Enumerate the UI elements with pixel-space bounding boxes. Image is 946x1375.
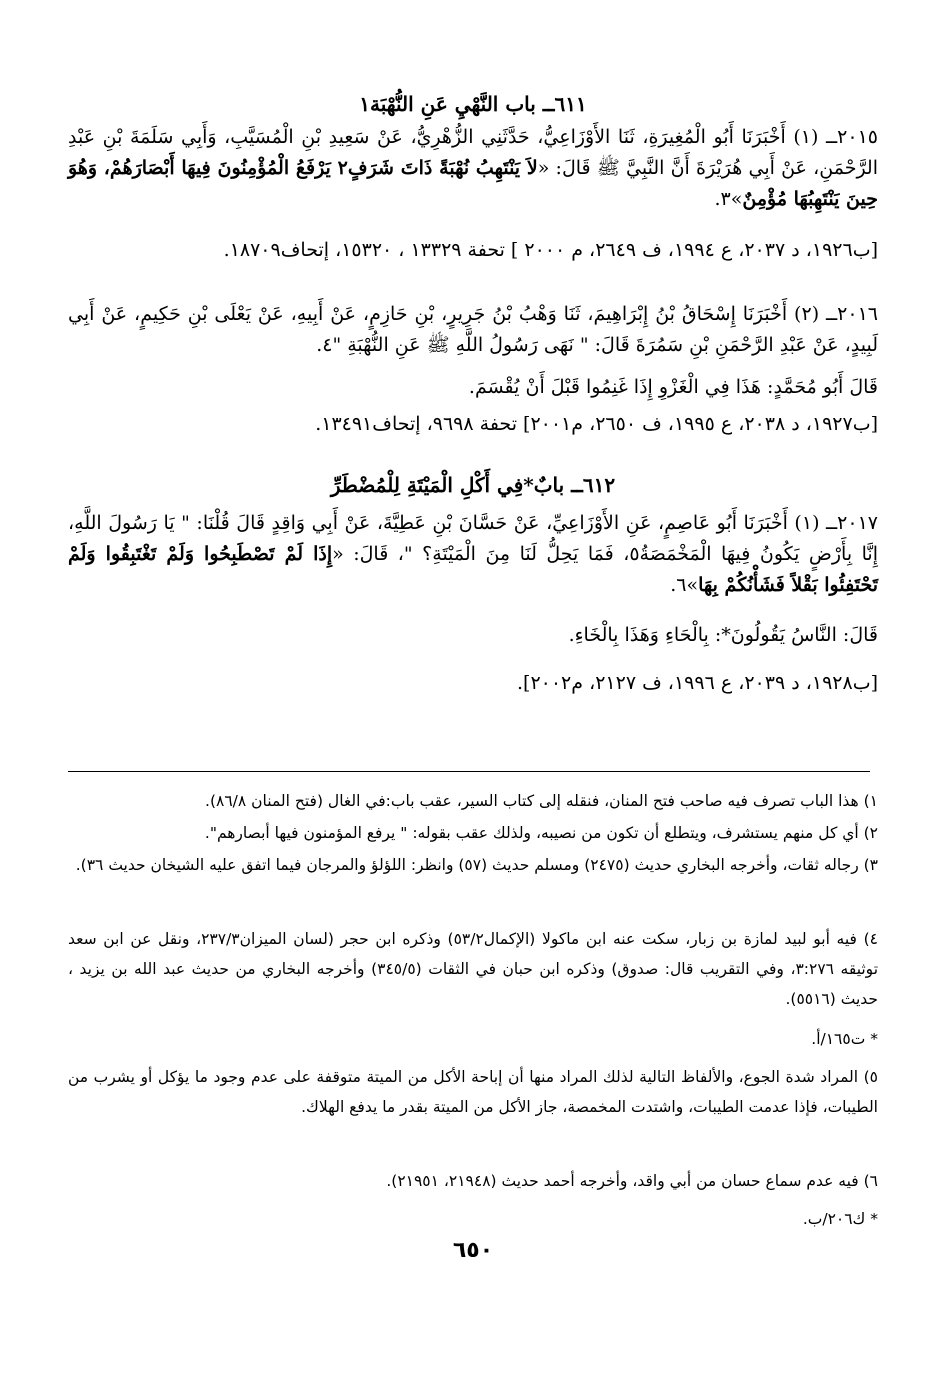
hadith-2015-matn: لاَ يَنْتَهِبُ نُهْبَةً ذَاتَ شَرَفٍ٢ يَرْفَعُ الْمُؤْمِنُونَ فِيهَا أَبْصَارَهُمْ، وَهُوَ حِينَ يَنْتَهِبُهَا مُؤْمِنٌ (68, 157, 878, 210)
hadith-2015-references: [ب١٩٢٦، د ٢٠٣٧، ع ١٩٩٤، ف ٢٦٤٩، م ٢٠٠٠ ] تحفة ١٣٣٢٩ ، ١٥٣٢٠، إتحاف١٨٧٠٩. (223, 239, 878, 261)
hadith-2015-end: »٣. (714, 188, 743, 210)
hadith-2017-matn: إِذَا لَمْ تَصْطَبِحُوا وَلَمْ تَغْتَبِقُوا وَلَمْ تَحْتَفِئُوا بَقْلاً فَشَأْنُكُمْ بِهَا (68, 543, 878, 596)
chapter-heading-611: ٦١١ــ باب النَّهْيِ عَنِ النُّهْبَة١ (359, 92, 587, 116)
hadith-2015-isnad: ٢٠١٥ــ (١) أَخْبَرَنَا أَبُو الْمُغِيرَةِ، ثَنَا الأَوْزَاعِيُّ، حَدَّثَنِي الزُّهْرِيُّ، عَنْ سَعِيدِ بْنِ الْمُسَيَّبِ، وَأَبِي سَلَمَةَ بْنِ عَبْدِ الرَّحْمَنِ، عَنْ أَبِي هُرَيْرَةَ أَنَّ النَّبِيَّ ﷺ قَالَ: « (68, 126, 878, 179)
footnote-1: ١) هذا الباب تصرف فيه صاحب فتح المنان، فنقله إلى كتاب السير، عقب باب:في الغال (فتح المنان ٨٦/٨). (205, 792, 878, 810)
hadith-2016-comment: قَالَ أَبُو مُحَمَّدٍ: هَذَا فِي الْغَزْوِ إِذَا غَنِمُوا قَبْلَ أَنْ يُقْسَمَ. (468, 376, 878, 398)
chapter-heading-612: ٦١٢ــ بابٌ*فِي أَكْلِ الْمَيْتَةِ لِلْمُضْطَرِّ (330, 473, 616, 497)
footnote-separator (68, 771, 870, 772)
footnote-5: ٥) المراد شدة الجوع، والألفاظ التالية لذلك المراد منها أن إباحة الأكل من الميتة متوقفة على عدم وجود ما يؤكل أو يشرب من الطيبات، فإذا عدمت الطيبات، واشتدت المخمصة، جاز الأكل من الميتة بقدر ما يدفع الهلاك. (68, 1068, 878, 1116)
hadith-2016: ٢٠١٦ــ (٢) أَخْبَرَنَا إِسْحَاقُ بْنُ إِبْرَاهِيمَ، ثَنَا وَهْبُ بْنُ جَرِيرٍ، بْنِ حَازِمٍ، عَنْ أَبِيهِ، عَنْ يَعْلَى بْنِ حَكِيمٍ، عَنْ أَبِي لَبِيدٍ، عَنْ عَبْدِ الرَّحْمَنِ بْنِ سَمُرَةَ قَالَ: " نَهَى رَسُولُ اللَّهِ ﷺ عَنِ النُّهْبَةِ "٤. (68, 303, 878, 356)
hadith-2015 (68, 122, 878, 215)
footnote-6: ٦) فيه عدم سماع حسان من أبي واقد، وأخرجه أحمد حديث (٢١٩٤٨، ٢١٩٥١). (386, 1172, 878, 1190)
hadith-2016-references: [ب١٩٢٧، د ٢٠٣٨، ع ١٩٩٥، ف ٢٦٥٠، م٢٠٠١] تحفة ٩٦٩٨، إتحاف١٣٤٩١. (315, 413, 878, 435)
footnote-2: ٢) أي كل منهم يستشرف، ويتطلع أن تكون من نصيبه، ولذلك عقب بقوله: " يرفع المؤمنون فيها أبصارهم". (204, 824, 878, 842)
hadith-2017-isnad: ٢٠١٧ــ (١) أَخْبَرَنَا أَبُو عَاصِمٍ، عَنِ الأَوْزَاعِيِّ، عَنْ حَسَّانَ بْنِ عَطِيَّةَ، عَنْ أَبِي وَاقِدٍ قَالَ قُلْنَا: " يَا رَسُولَ اللَّهِ، إِنَّا بِأَرْضٍ يَكُونُ فِيهَا الْمَخْمَصَةُ٥، فَمَا يَحِلُّ لَنَا مِنَ الْمَيْتَةِ؟ "، قَالَ: « (68, 512, 878, 565)
hadith-2017-comment: قَالَ: النَّاسُ يَقُولُونَ*: بِالْحَاءِ وَهَذَا بِالْخَاءِ. (568, 624, 878, 646)
footnote-4: ٤) فيه أبو لبيد لمازة بن زبار، سكت عنه ابن ماكولا (الإكمال٥٣/٢) وذكره ابن حجر (لسان الميزان٢٣٧/٣، ونقل عن ابن سعد توثيقه ٣:٢٧٦، وفي التقريب قال: صدوق) وذكره ابن حبان في الثقات (٣٤٥/٥) وأخرجه البخاري من حديث عبد الله بن يزيد ، حديث (٥٥١٦). (68, 930, 879, 1008)
hadith-2017-references: [ب١٩٢٨، د ٢٠٣٩، ع ١٩٩٦، ف ٢١٢٧، م٢٠٠٢]. (516, 672, 878, 694)
page-number: ٦٥٠ (452, 1238, 494, 1263)
footnote-marginal-t: * ت١٦٥/أ. (811, 1030, 878, 1048)
footnote-3: ٣) رجاله ثقات، وأخرجه البخاري حديث (٢٤٧٥) ومسلم حديث (٥٧) وانظر: اللؤلؤ والمرجان فيما اتفق عليه الشيخان حديث ٣٦). (75, 856, 878, 874)
hadith-2017 (68, 508, 878, 601)
hadith-2017-end: »٦. (670, 574, 699, 596)
footnote-marginal-k: * ك٢٠٦/ب. (802, 1210, 878, 1228)
